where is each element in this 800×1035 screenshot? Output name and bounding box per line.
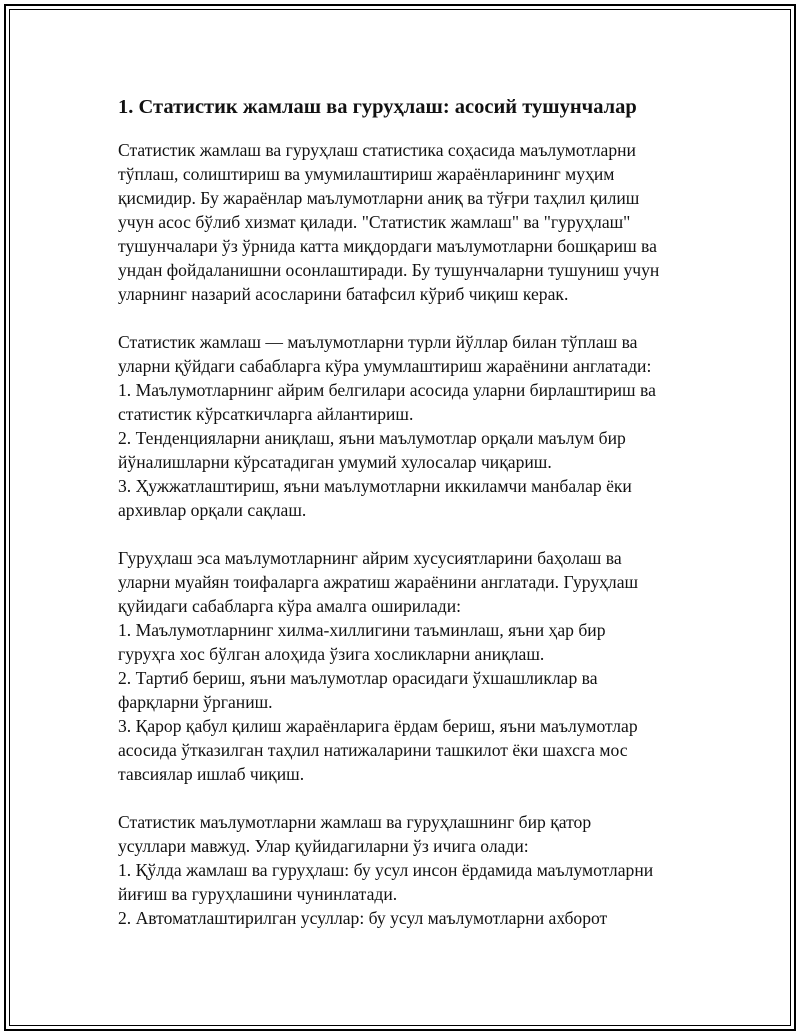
list-item-line: тавсиялар ишлаб чиқиш. — [118, 764, 305, 784]
list-item-line: йўналишларни кўрсатадиган умумий хулосалар чиқариш. — [118, 452, 552, 472]
list-item-line: статистик кўрсаткичларга айлантириш. — [118, 404, 414, 424]
paragraph-grouping — [118, 546, 698, 786]
paragraph-intro — [118, 138, 698, 306]
list-item-line: 1. Маълумотларнинг айрим белгилари асосида уларни бирлаштириш ва — [118, 380, 656, 400]
list-item-line: 2. Автоматлаштирилган усуллар: бу усул маълумотларни ахборот — [118, 908, 608, 928]
text-line: тўплаш, солиштириш ва умумилаштириш жараёнларининг муҳим — [118, 164, 615, 184]
text-line: уларнинг назарий асосларини батафсил кўриб чиқиш керак. — [118, 284, 569, 304]
list-item-line: 2. Тенденцияларни аниқлаш, яъни маълумотлар орқали маълум бир — [118, 428, 626, 448]
text-line: усуллари мавжуд. Улар қуйидагиларни ўз ичига олади: — [118, 836, 529, 856]
text-line: Статистик жамлаш ва гуруҳлаш статистика соҳасида маълумотларни — [118, 140, 636, 160]
list-item-line: гуруҳга хос бўлган алоҳида ўзига хосликларни аниқлаш. — [118, 644, 545, 664]
text-line: қисмидир. Бу жараёнлар маълумотларни аниқ ва тўғри таҳлил қилиш — [118, 188, 640, 208]
text-line: уларни қўйдаги сабабларга кўра умумлаштириш жараёнини англатади: — [118, 356, 652, 376]
list-item-line: 3. Ҳужжатлаштириш, яъни маълумотларни иккиламчи манбалар ёки — [118, 476, 632, 496]
text-line: қуйидаги сабабларга кўра амалга оширилади: — [118, 596, 462, 616]
list-item-line: архивлар орқали сақлаш. — [118, 500, 307, 520]
section-heading: 1. Статистик жамлаш ва гуруҳлаш: асосий тушунчалар — [118, 96, 637, 118]
text-line: Гуруҳлаш эса маълумотларнинг айрим хусусиятларини баҳолаш ва — [118, 548, 622, 568]
text-line: учун асос бўлиб хизмат қилади. "Статистик жамлаш" ва "гуруҳлаш" — [118, 212, 631, 232]
text-line: Статистик маълумотларни жамлаш ва гуруҳлашнинг бир қатор — [118, 812, 592, 832]
paragraph-aggregation — [118, 330, 698, 522]
document-body — [118, 92, 698, 954]
text-line: уларни муайян тоифаларга ажратиш жараёнини англатади. Гуруҳлаш — [118, 572, 639, 592]
list-item-line: 3. Қарор қабул қилиш жараёнларига ёрдам бериш, яъни маълумотлар — [118, 716, 638, 736]
list-item-line: фарқларни ўрганиш. — [118, 692, 273, 712]
paragraph-methods — [118, 810, 698, 930]
list-item-line: 1. Маълумотларнинг хилма-хиллигини таъминлаш, яъни ҳар бир — [118, 620, 606, 640]
text-line: ундан фойдаланишни осонлаштиради. Бу тушунчаларни тушуниш учун — [118, 260, 660, 280]
list-item-line: 2. Тартиб бериш, яъни маълумотлар орасидаги ўхшашликлар ва — [118, 668, 598, 688]
list-item-line: асосида ўтказилган таҳлил натижаларини ташкилот ёки шахсга мос — [118, 740, 628, 760]
text-line: тушунчалари ўз ўрнида катта миқдордаги маълумотларни бошқариш ва — [118, 236, 657, 256]
text-line: Статистик жамлаш — маълумотларни турли йўллар билан тўплаш ва — [118, 332, 638, 352]
list-item-line: 1. Қўлда жамлаш ва гуруҳлаш: бу усул инсон ёрдамида маълумотларни — [118, 860, 654, 880]
list-item-line: йиғиш ва гуруҳлашини чунинлатади. — [118, 884, 398, 904]
